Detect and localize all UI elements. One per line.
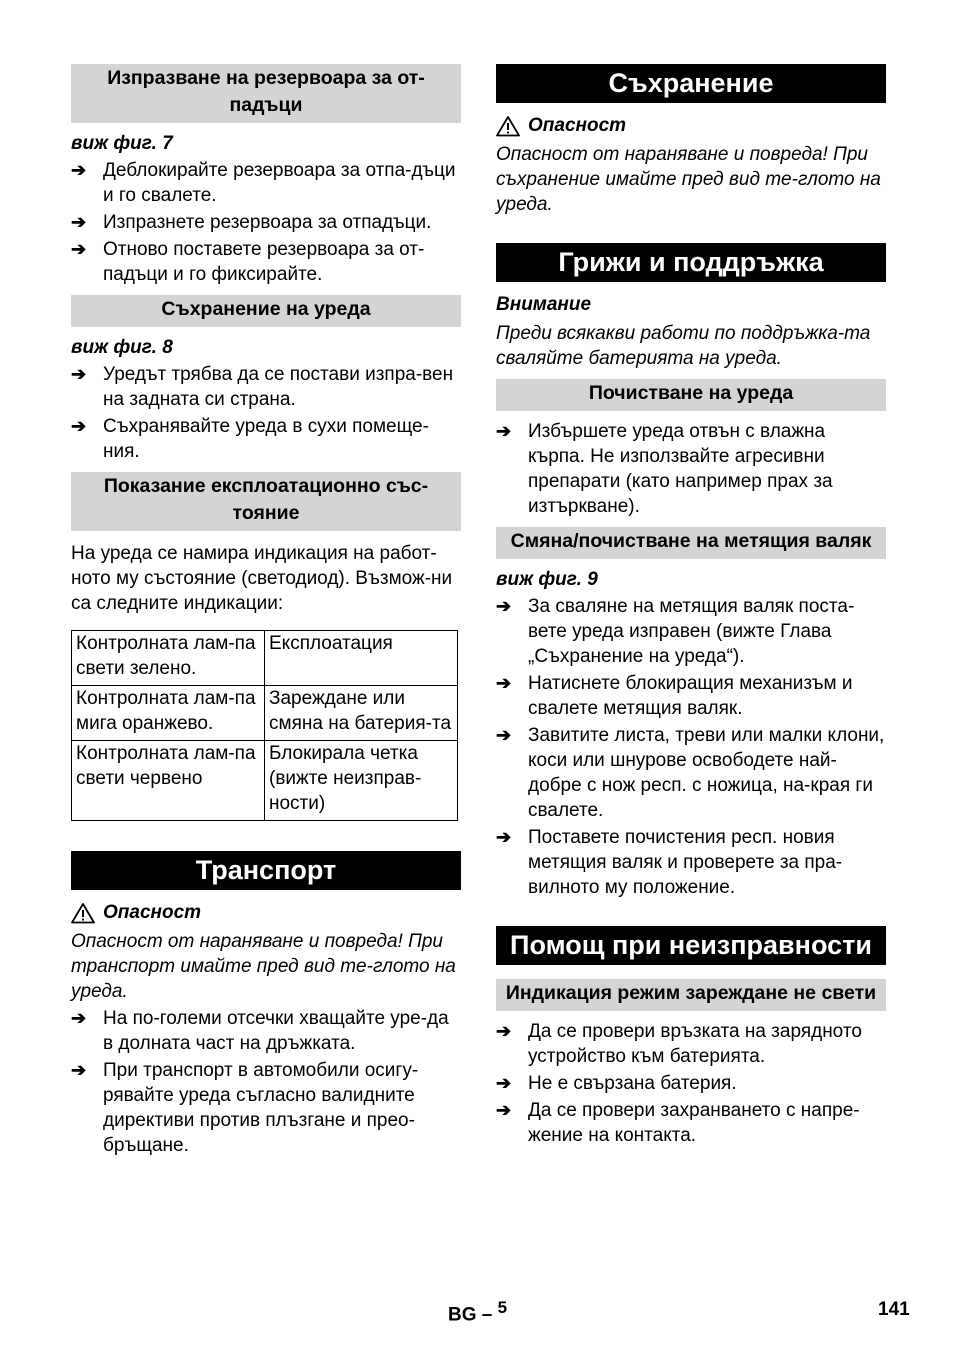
bullet-list xyxy=(71,158,461,287)
section-title-troubleshooting: Помощ при неизправности xyxy=(496,926,886,965)
section-title-cleaning: Почистване на уреда xyxy=(496,379,886,411)
arrow-right-icon: ➔ xyxy=(71,1060,87,1080)
arrow-right-icon: ➔ xyxy=(71,416,87,436)
section-title-storage-device: Съхранение на уреда xyxy=(71,295,461,327)
bullet-list xyxy=(496,419,886,519)
bullet-list xyxy=(71,1006,461,1158)
danger-heading xyxy=(71,900,461,925)
footer-lang: BG xyxy=(448,1304,477,1326)
arrow-right-icon: ➔ xyxy=(496,1100,512,1120)
section-title-roller: Смяна/почистване на метящия валяк xyxy=(496,527,886,559)
table-cell: Експлоатация xyxy=(265,631,458,686)
list-item: ➔ Поставете почистения респ. новия метящия валяк и проверете за пра-вилното му положение. xyxy=(496,827,843,898)
table-cell: Зареждане или смяна на батерия-та xyxy=(265,686,458,741)
arrow-right-icon: ➔ xyxy=(496,673,512,693)
section-title-storage: Съхранение xyxy=(496,64,886,103)
figure-reference: виж фиг. 7 xyxy=(71,133,173,154)
section-title-transport: Транспорт xyxy=(71,851,461,890)
section-title-operating-state: Показание експлоатационно със-тояние xyxy=(71,472,461,531)
bullet-list xyxy=(71,362,461,464)
table-row xyxy=(72,631,458,686)
list-item: ➔ Изпразнете резервоара за отпадъци. xyxy=(71,212,432,233)
footer-dash: – xyxy=(481,1304,493,1326)
list-item: ➔ Съхранявайте уреда в сухи помеще-ния. xyxy=(71,416,429,462)
list-item: ➔ Да се провери връзката на зарядното устройство към батерията. xyxy=(496,1021,862,1067)
table-cell: Контролната лам-па свети червено xyxy=(72,741,265,821)
arrow-right-icon: ➔ xyxy=(496,421,512,441)
table-cell: Контролната лам-па свети зелено. xyxy=(72,631,265,686)
figure-reference: виж фиг. 9 xyxy=(496,569,598,590)
table-cell: Контролната лам-па мига оранжево. xyxy=(72,686,265,741)
arrow-right-icon: ➔ xyxy=(71,1008,87,1028)
arrow-right-icon: ➔ xyxy=(71,239,87,259)
danger-heading xyxy=(496,113,886,138)
attention-text: Преди всякакви работи по поддръжка-та сваляйте батерията на уреда. xyxy=(496,323,871,369)
attention-label: Внимание xyxy=(496,294,592,315)
arrow-right-icon: ➔ xyxy=(496,725,512,745)
arrow-right-icon: ➔ xyxy=(71,212,87,232)
danger-label: Опасност xyxy=(528,115,627,136)
arrow-right-icon: ➔ xyxy=(496,1073,512,1093)
danger-text: Опасност от нараняване и повреда! При съхранение имайте пред вид те-глото на уреда. xyxy=(496,144,881,215)
operating-state-text: На уреда се намира индикация на работ-ното му състояние (светодиод). Възмож-ни са следните индикации: xyxy=(71,543,453,614)
footer-section-marker xyxy=(448,1295,507,1327)
list-item: ➔ Уредът трябва да се постави изпра-вен на задната си страна. xyxy=(71,364,454,410)
danger-label: Опасност xyxy=(103,902,202,923)
list-item: ➔ Деблокирайте резервоара за отпа-дъци и го свалете. xyxy=(71,160,456,206)
left-column xyxy=(71,64,461,1158)
table-row xyxy=(72,741,458,821)
warning-triangle-icon xyxy=(71,902,95,924)
list-item: ➔ На по-големи отсечки хващайте уре-да в долната част на дръжката. xyxy=(71,1008,449,1054)
list-item: ➔ Отново поставете резервоара за от-падъци и го фиксирайте. xyxy=(71,239,425,285)
bullet-list xyxy=(496,1019,886,1148)
arrow-right-icon: ➔ xyxy=(71,160,87,180)
warning-triangle-icon xyxy=(496,115,520,137)
indicator-table xyxy=(71,630,458,821)
list-item: ➔ При транспорт в автомобили осигу-рявайте уреда съгласно валидните директиви против плъзгане и прео-бръщане. xyxy=(71,1060,419,1156)
arrow-right-icon: ➔ xyxy=(496,1021,512,1041)
section-title-care: Грижи и поддръжка xyxy=(496,243,886,282)
arrow-right-icon: ➔ xyxy=(496,596,512,616)
right-column xyxy=(496,64,886,1148)
section-title-empty-tank: Изпразване на резервоара за от-падъци xyxy=(71,64,461,123)
list-item: ➔ Да се провери захранването с напре-жение на контакта. xyxy=(496,1100,860,1146)
list-item: ➔ За сваляне на метящия валяк поста-вете уреда изправен (вижте Глава „Съхранение на уреда“). xyxy=(496,596,855,667)
list-item: ➔ Натиснете блокиращия механизъм и свалете метящия валяк. xyxy=(496,673,853,719)
page-number: 141 xyxy=(878,1299,910,1320)
list-item: ➔ Не е свързана батерия. xyxy=(496,1073,737,1094)
list-item: ➔ Завитите листа, треви или малки клони, коси или шнурове освободете най-добре с нож респ. с ножица, на-края ги свалете. xyxy=(496,725,885,821)
bullet-list xyxy=(496,594,886,900)
section-title-charge-indicator: Индикация режим зареждане не свети xyxy=(496,979,886,1011)
table-row xyxy=(72,686,458,741)
arrow-right-icon: ➔ xyxy=(496,827,512,847)
danger-text: Опасност от нараняване и повреда! При транспорт имайте пред вид те-глото на уреда. xyxy=(71,931,456,1002)
figure-reference: виж фиг. 8 xyxy=(71,337,173,358)
footer-section-page: 5 xyxy=(497,1298,508,1317)
table-cell: Блокирала четка (вижте неизправ-ности) xyxy=(265,741,458,821)
list-item: ➔ Избършете уреда отвън с влажна кърпа. Не използвайте агресивни препарати (като например прах за изтъркване). xyxy=(496,421,833,517)
arrow-right-icon: ➔ xyxy=(71,364,87,384)
